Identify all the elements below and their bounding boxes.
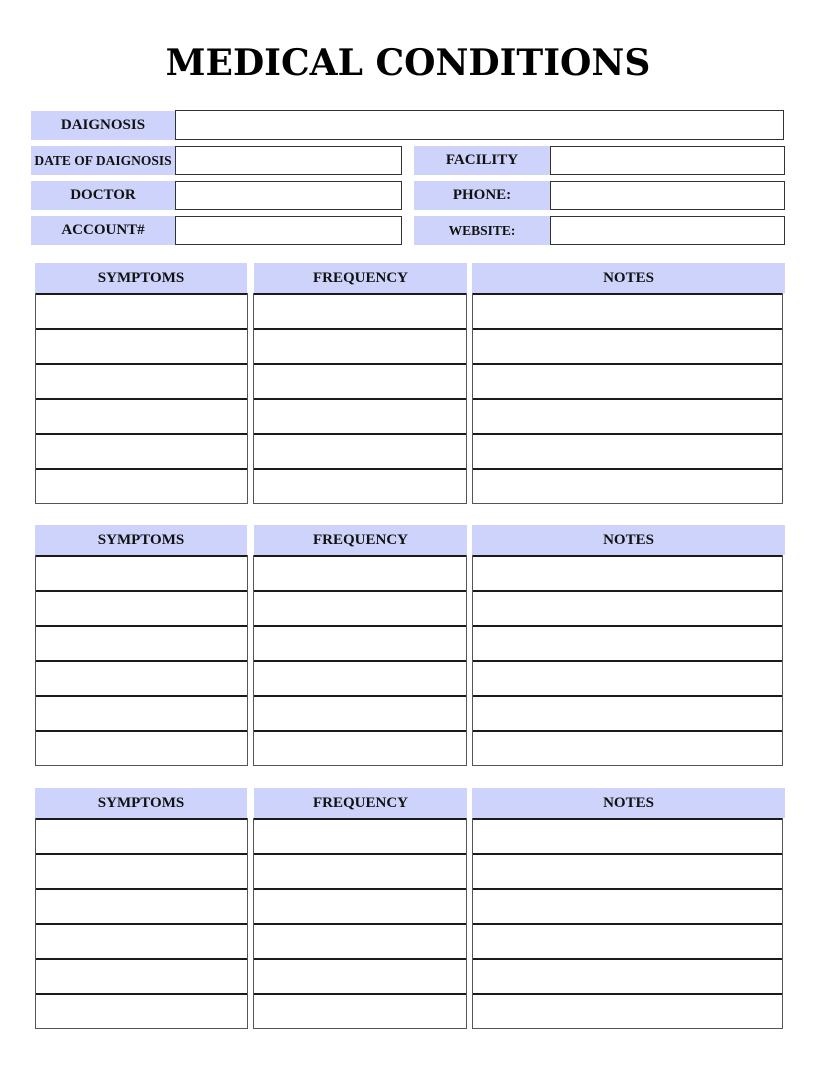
symptoms-cell[interactable] bbox=[36, 398, 247, 433]
symptom-table-1 bbox=[0, 263, 826, 505]
frequency-cell[interactable] bbox=[254, 468, 466, 503]
symptoms-header: SYMPTOMS bbox=[35, 525, 247, 555]
account-label: ACCOUNT# bbox=[31, 216, 175, 245]
notes-cell[interactable] bbox=[473, 398, 782, 433]
symptoms-cell[interactable] bbox=[36, 958, 247, 993]
symptoms-header: SYMPTOMS bbox=[35, 788, 247, 818]
website-field[interactable] bbox=[550, 216, 785, 245]
frequency-cell[interactable] bbox=[254, 853, 466, 888]
frequency-cell[interactable] bbox=[254, 888, 466, 923]
frequency-cell[interactable] bbox=[254, 555, 466, 590]
notes-cell[interactable] bbox=[473, 625, 782, 660]
doctor-label: DOCTOR bbox=[31, 181, 175, 210]
frequency-cell[interactable] bbox=[254, 695, 466, 730]
website-label: WEBSITE: bbox=[414, 216, 550, 245]
frequency-cell[interactable] bbox=[254, 398, 466, 433]
symptoms-cell[interactable] bbox=[36, 853, 247, 888]
frequency-cell[interactable] bbox=[254, 660, 466, 695]
account-field[interactable] bbox=[175, 216, 402, 245]
frequency-column bbox=[253, 818, 467, 1029]
symptoms-cell[interactable] bbox=[36, 590, 247, 625]
notes-cell[interactable] bbox=[473, 993, 782, 1028]
notes-cell[interactable] bbox=[473, 730, 782, 765]
symptoms-cell[interactable] bbox=[36, 433, 247, 468]
symptoms-cell[interactable] bbox=[36, 923, 247, 958]
facility-label: FACILITY bbox=[414, 146, 550, 175]
diagnosis-label: DAIGNOSIS bbox=[31, 111, 175, 140]
frequency-cell[interactable] bbox=[254, 923, 466, 958]
frequency-cell[interactable] bbox=[254, 293, 466, 328]
symptoms-cell[interactable] bbox=[36, 993, 247, 1028]
notes-header: NOTES bbox=[472, 525, 785, 555]
page-title: MEDICAL CONDITIONS bbox=[165, 42, 651, 84]
diagnosis-field[interactable] bbox=[175, 110, 784, 140]
frequency-cell[interactable] bbox=[254, 625, 466, 660]
phone-field[interactable] bbox=[550, 181, 785, 210]
frequency-cell[interactable] bbox=[254, 433, 466, 468]
frequency-header: FREQUENCY bbox=[254, 788, 467, 818]
notes-column bbox=[472, 293, 783, 504]
symptoms-column bbox=[35, 293, 248, 504]
notes-cell[interactable] bbox=[473, 328, 782, 363]
symptoms-cell[interactable] bbox=[36, 363, 247, 398]
frequency-header: FREQUENCY bbox=[254, 525, 467, 555]
facility-field[interactable] bbox=[550, 146, 785, 175]
notes-cell[interactable] bbox=[473, 590, 782, 625]
notes-cell[interactable] bbox=[473, 818, 782, 853]
frequency-cell[interactable] bbox=[254, 328, 466, 363]
notes-cell[interactable] bbox=[473, 555, 782, 590]
symptoms-cell[interactable] bbox=[36, 695, 247, 730]
frequency-cell[interactable] bbox=[254, 993, 466, 1028]
doctor-field[interactable] bbox=[175, 181, 402, 210]
notes-cell[interactable] bbox=[473, 888, 782, 923]
frequency-header: FREQUENCY bbox=[254, 263, 467, 293]
frequency-cell[interactable] bbox=[254, 363, 466, 398]
symptoms-cell[interactable] bbox=[36, 730, 247, 765]
symptoms-header: SYMPTOMS bbox=[35, 263, 247, 293]
symptom-table-3 bbox=[0, 788, 826, 1030]
notes-column bbox=[472, 555, 783, 766]
frequency-column bbox=[253, 293, 467, 504]
symptoms-cell[interactable] bbox=[36, 293, 247, 328]
symptoms-cell[interactable] bbox=[36, 468, 247, 503]
notes-column bbox=[472, 818, 783, 1029]
phone-label: PHONE: bbox=[414, 181, 550, 210]
symptoms-column bbox=[35, 818, 248, 1029]
date-of-diagnosis-field[interactable] bbox=[175, 146, 402, 175]
notes-cell[interactable] bbox=[473, 923, 782, 958]
symptoms-cell[interactable] bbox=[36, 888, 247, 923]
frequency-cell[interactable] bbox=[254, 958, 466, 993]
symptoms-cell[interactable] bbox=[36, 328, 247, 363]
notes-header: NOTES bbox=[472, 263, 785, 293]
notes-cell[interactable] bbox=[473, 853, 782, 888]
symptoms-cell[interactable] bbox=[36, 660, 247, 695]
symptoms-cell[interactable] bbox=[36, 555, 247, 590]
notes-header: NOTES bbox=[472, 788, 785, 818]
date-of-diagnosis-label: DATE OF DAIGNOSIS bbox=[31, 146, 175, 175]
notes-cell[interactable] bbox=[473, 660, 782, 695]
symptoms-cell[interactable] bbox=[36, 625, 247, 660]
notes-cell[interactable] bbox=[473, 293, 782, 328]
symptoms-column bbox=[35, 555, 248, 766]
frequency-cell[interactable] bbox=[254, 590, 466, 625]
frequency-cell[interactable] bbox=[254, 818, 466, 853]
symptoms-cell[interactable] bbox=[36, 818, 247, 853]
notes-cell[interactable] bbox=[473, 958, 782, 993]
notes-cell[interactable] bbox=[473, 433, 782, 468]
notes-cell[interactable] bbox=[473, 363, 782, 398]
symptom-table-2 bbox=[0, 525, 826, 767]
frequency-cell[interactable] bbox=[254, 730, 466, 765]
notes-cell[interactable] bbox=[473, 695, 782, 730]
frequency-column bbox=[253, 555, 467, 766]
notes-cell[interactable] bbox=[473, 468, 782, 503]
